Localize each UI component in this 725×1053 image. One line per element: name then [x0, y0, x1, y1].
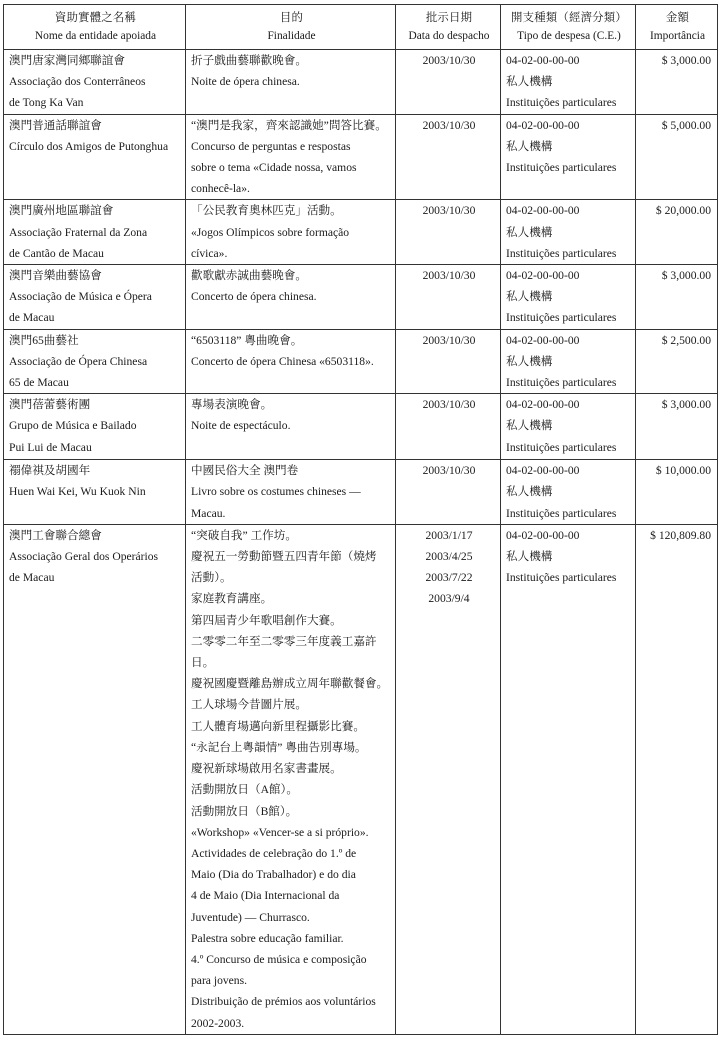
cell-line: Concerto de ópera Chinesa «6503118».	[191, 354, 374, 368]
cell-line: 2003/1/17	[425, 528, 473, 542]
cell-line: 2003/9/4	[428, 591, 470, 605]
amount-value: $ 20,000.00	[655, 204, 711, 218]
date-cell	[396, 329, 501, 394]
expense-type-cell	[501, 265, 636, 330]
purpose-cell	[186, 265, 396, 330]
cell-line: cívica».	[191, 246, 228, 260]
table-row	[4, 524, 718, 1034]
amount-value: $ 5,000.00	[661, 118, 711, 132]
cell-line: Grupo de Música e Bailado	[9, 419, 137, 433]
expense-type-cell	[501, 524, 636, 1034]
cell-line: de Cantão de Macau	[9, 246, 104, 260]
date-cell	[396, 460, 501, 525]
cell-line: Concurso de perguntas e respostas	[191, 139, 351, 153]
amount-cell	[636, 394, 718, 460]
cell-line: 2003/10/30	[422, 204, 476, 218]
table-row	[4, 329, 718, 394]
table-row	[4, 394, 718, 460]
purpose-cell	[186, 114, 396, 200]
amount-value: $ 2,500.00	[661, 333, 711, 347]
cell-line: 慶祝新球場啟用名家書畫展。	[191, 762, 342, 776]
cell-line: 2003/10/30	[422, 464, 476, 478]
amount-cell	[636, 114, 718, 200]
header-row	[4, 5, 718, 50]
cell-line: 慶祝五一勞動節暨五四青年節（燒烤	[191, 550, 377, 564]
cell-line: 活動開放日（A館）。	[191, 783, 298, 797]
entity-cell	[4, 460, 186, 525]
cell-line: de Macau	[9, 311, 55, 325]
cell-line: Huen Wai Kei, Wu Kuok Nin	[9, 485, 146, 499]
cell-line: Distribuição de prémios aos voluntários	[191, 995, 376, 1009]
cell-line: 澳門音樂曲藝協會	[9, 269, 102, 283]
expense-type-cell	[501, 50, 636, 115]
cell-line: 工人體育場邁向新里程攝影比賽。	[191, 719, 365, 733]
cell-line: conhecê-la».	[191, 182, 250, 196]
expense-type-cell	[501, 394, 636, 460]
cell-line: 折子戲曲藝聯歡晚會。	[191, 54, 307, 67]
amount-value: $ 10,000.00	[655, 464, 711, 478]
cell-line: Associação Fraternal da Zona	[9, 225, 148, 239]
cell-line: 4.º Concurso de música e composição	[191, 952, 367, 966]
cell-line: 禤偉祺及胡國年	[9, 464, 91, 478]
purpose-cell	[186, 524, 396, 1034]
cell-line: 澳門工會聯合總會	[9, 528, 102, 542]
cell-line: Palestra sobre educação familiar.	[191, 931, 344, 945]
cell-line: 專場表演晚會。	[191, 398, 273, 412]
cell-line: 中國民俗大全 澳門卷	[191, 464, 299, 478]
cell-line: 65 de Macau	[9, 376, 69, 390]
purpose-cell	[186, 394, 396, 460]
expense-type-cell	[501, 329, 636, 394]
cell-line: sobre o tema «Cidade nossa, vamos	[191, 161, 357, 175]
cell-line: 澳門唐家灣同鄉聯誼會	[9, 54, 125, 67]
cell-line: 私人機構	[506, 550, 553, 564]
purpose-cell	[186, 329, 396, 394]
cell-line: 澳門普通話聯誼會	[9, 118, 102, 132]
cell-line: 澳門65曲藝社	[9, 333, 79, 347]
cell-line: Livro sobre os costumes chineses —	[191, 485, 361, 499]
amount-value: $ 120,809.80	[650, 528, 711, 542]
purpose-cell	[186, 460, 396, 525]
purpose-cell	[186, 50, 396, 115]
cell-line: Associação de Ópera Chinesa	[9, 354, 148, 368]
cell-line: 私人機構	[506, 354, 553, 368]
amount-value: $ 3,000.00	[661, 398, 711, 412]
cell-line: 2003/10/30	[422, 54, 476, 67]
cell-line: Instituições particulares	[506, 96, 617, 110]
entity-cell	[4, 524, 186, 1034]
cell-line: 私人機構	[506, 290, 553, 304]
cell-line: 2003/10/30	[422, 333, 476, 347]
cell-line: Associação Geral dos Operários	[9, 550, 159, 564]
cell-line: Instituições particulares	[506, 506, 617, 520]
cell-line: 慶祝國慶暨離島辦成立周年聯歡餐會。	[191, 677, 389, 691]
cell-line: 04-02-00-00-00	[506, 204, 580, 218]
cell-line: 私人機構	[506, 419, 553, 433]
cell-line: Concerto de ópera chinesa.	[191, 290, 317, 304]
amount-cell	[636, 460, 718, 525]
cell-line: 04-02-00-00-00	[506, 54, 580, 67]
cell-line: Macau.	[191, 506, 226, 520]
cell-line: 家庭教育講座。	[191, 592, 273, 606]
amount-value: $ 3,000.00	[661, 54, 711, 67]
cell-line: Associação de Música e Ópera	[9, 290, 152, 304]
cell-line: 私人機構	[506, 75, 553, 89]
cell-line: 「公民教育奧林匹克」活動。	[191, 204, 342, 218]
cell-line: 私人機構	[506, 485, 553, 499]
cell-line: Noite de ópera chinesa.	[191, 75, 300, 89]
cell-line: 2003/7/22	[425, 570, 473, 584]
cell-line: «Jogos Olímpicos sobre formação	[191, 225, 350, 239]
entity-cell	[4, 200, 186, 265]
entity-cell	[4, 394, 186, 460]
entity-cell	[4, 50, 186, 115]
cell-line: 二零零二年至二零零三年度義工嘉許	[191, 634, 377, 648]
cell-line: 第四屆青少年歌唱創作大賽。	[191, 613, 342, 627]
table-row	[4, 200, 718, 265]
cell-line: 日。	[191, 656, 215, 670]
cell-line: 2003/4/25	[425, 549, 473, 563]
table-row	[4, 114, 718, 200]
cell-line: 私人機構	[506, 139, 553, 153]
cell-line: Noite de espectáculo.	[191, 419, 291, 433]
cell-line: 澳門蓓蕾藝術團	[9, 398, 91, 412]
cell-line: 2003/10/30	[422, 118, 476, 132]
cell-line: 04-02-00-00-00	[506, 269, 580, 283]
entity-cell	[4, 114, 186, 200]
header-amount: 金額 Importância	[636, 5, 718, 50]
date-cell	[396, 265, 501, 330]
cell-line: 04-02-00-00-00	[506, 118, 580, 132]
cell-line: Juventude) — Churrasco.	[191, 910, 310, 924]
cell-line: 澳門廣州地區聯誼會	[9, 204, 114, 218]
date-cell	[396, 114, 501, 200]
header-entity: 資助實體之名稱 Nome da entidade apoiada	[4, 5, 186, 50]
cell-line: Círculo dos Amigos de Putonghua	[9, 139, 169, 153]
entity-cell	[4, 329, 186, 394]
cell-line: 活動）。	[191, 571, 232, 585]
amount-cell	[636, 329, 718, 394]
expense-type-cell	[501, 114, 636, 200]
cell-line: 2002-2003.	[191, 1016, 245, 1030]
cell-line: Instituições particulares	[506, 571, 617, 585]
cell-line: 工人球場今昔圖片展。	[191, 698, 307, 712]
cell-line: de Tong Ka Van	[9, 96, 84, 110]
date-cell	[396, 394, 501, 460]
cell-line: 4 de Maio (Dia Internacional da	[191, 889, 340, 903]
cell-line: Instituições particulares	[506, 161, 617, 175]
cell-line: 04-02-00-00-00	[506, 333, 580, 347]
cell-line: “6503118” 粵曲晚會。	[191, 333, 303, 347]
cell-line: 04-02-00-00-00	[506, 398, 580, 412]
entity-cell	[4, 265, 186, 330]
header-date: 批示日期 Data do despacho	[396, 5, 501, 50]
cell-line: 歡歌獻赤誠曲藝晚會。	[191, 269, 307, 283]
table-row	[4, 50, 718, 115]
cell-line: Associação dos Conterrâneos	[9, 75, 146, 89]
cell-line: 活動開放日（B館）。	[191, 804, 298, 818]
cell-line: de Macau	[9, 571, 55, 585]
cell-line: para jovens.	[191, 974, 248, 988]
header-expense-type: 開支種類（經濟分類） Tipo de despesa (C.E.)	[501, 5, 636, 50]
cell-line: 04-02-00-00-00	[506, 528, 580, 542]
cell-line: 04-02-00-00-00	[506, 464, 580, 478]
subsidy-table	[3, 4, 718, 1035]
header-purpose: 目的 Finalidade	[186, 5, 396, 50]
cell-line: «Workshop» «Vencer-se a si próprio».	[191, 825, 369, 839]
cell-line: 2003/10/30	[422, 398, 476, 412]
cell-line: Pui Lui de Macau	[9, 440, 92, 454]
expense-type-cell	[501, 200, 636, 265]
amount-cell	[636, 200, 718, 265]
cell-line: 私人機構	[506, 225, 553, 239]
amount-cell	[636, 50, 718, 115]
cell-line: “永記台上粵韻情” 粵曲告別專場。	[191, 740, 367, 754]
amount-value: $ 3,000.00	[661, 269, 711, 283]
table-body	[4, 50, 718, 1035]
cell-line: Instituições particulares	[506, 246, 617, 260]
cell-line: Instituições particulares	[506, 311, 617, 325]
cell-line: “澳門是我家，齊來認識她”問答比賽。	[191, 118, 387, 132]
amount-cell	[636, 524, 718, 1034]
cell-line: 2003/10/30	[422, 269, 476, 283]
date-cell	[396, 50, 501, 115]
cell-line: Instituições particulares	[506, 376, 617, 390]
date-cell	[396, 200, 501, 265]
table-row	[4, 265, 718, 330]
date-cell	[396, 524, 501, 1034]
cell-line: “突破自我” 工作坊。	[191, 528, 297, 542]
table-row	[4, 460, 718, 525]
amount-cell	[636, 265, 718, 330]
expense-type-cell	[501, 460, 636, 525]
purpose-cell	[186, 200, 396, 265]
cell-line: Actividades de celebração do 1.º de	[191, 846, 357, 860]
cell-line: Maio (Dia do Trabalhador) e do dia	[191, 868, 356, 882]
cell-line: Instituições particulares	[506, 440, 617, 454]
